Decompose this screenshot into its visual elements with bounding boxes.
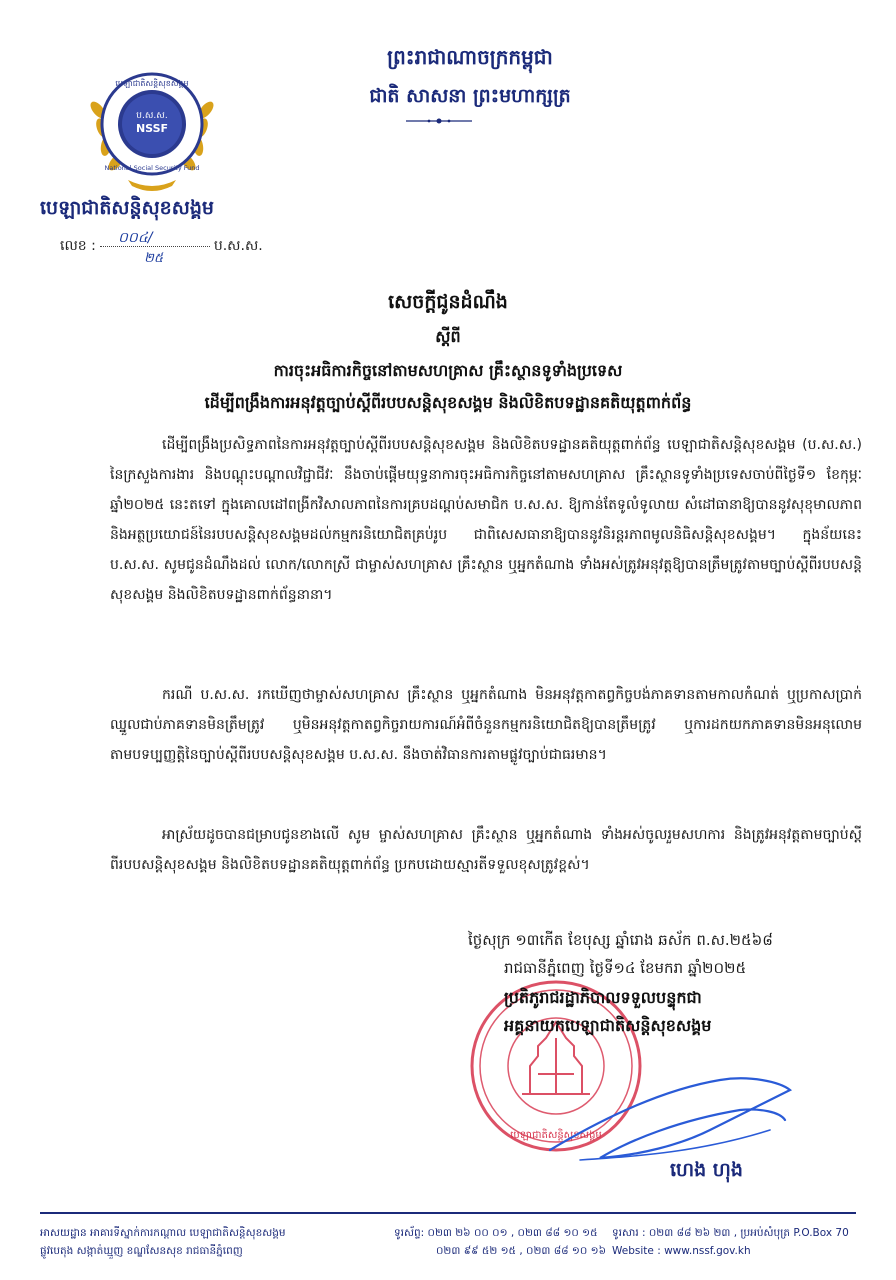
footer-website: Website : www.nssf.gov.kh [612, 1245, 751, 1257]
body-paragraph-2: ករណី ប.ស.ស. រកឃើញថាម្ចាស់សហគ្រាស គ្រឹះស្ថាន ឬអ្នកតំណាង មិនអនុវត្តកាតព្វកិច្ចបង់ភាគទានតាមកាលកំណត់ ឬប្រកាសប្រាក់ឈ្នួលជាប់ភាគទានមិនត្រឹមត្រូវ ឬមិនអនុវត្តកាតព្វកិច្ចរាយការណ៍អំពីចំនួនកម្មករនិយោជិតឱ្យបានត្រឹមត្រូវ ឬការដកយកភាគទានមិនអនុលោមតាមបទប្បញ្ញត្តិនៃច្បាប់ស្តីពីរបបសន្តិសុខសង្គម ប.ស.ស. នឹងចាត់វិធានការតាមផ្លូវច្បាប់ជាធរមាន។ [110, 687, 862, 763]
agency-name: បេឡាជាតិសន្តិសុខសង្គម [40, 197, 214, 219]
reference-number: ០០៤/ [118, 230, 153, 246]
footer-phones: ទូរស័ព្ទ: ០២៣ ២៦ ០០ ០១ , ០២៣ ៨៨ ១០ ១៥ ០២៣ ៩៩ ៥២ ១៥ , ០២៣ ៨៨ ១០ ១៦ [394, 1227, 607, 1257]
footer-fax-web: ទូរសារ : ០២៣ ៨៨ ២៦ ២៣ , ប្រអប់សំបុត្រ P.O.Box 70 Website : www.nssf.gov.kh [612, 1224, 849, 1260]
subject-line-2: ដើម្បីពង្រឹងការអនុវត្តច្បាប់ស្តីពីរបបសន្តិសុខសង្គម និងលិខិតបទដ្ឋានគតិយុត្តពាក់ព័ន្ធ [204, 393, 692, 412]
notice-title-block [40, 290, 856, 416]
footer-address: អាសយដ្ឋាន អាគារទីស្នាក់ការកណ្តាល បេឡាជាតិសន្តិសុខសង្គម ផ្លូវបេតុង សង្កាត់ឃ្មួញ ខណ្ឌសែនសុខ រាជធានីភ្នំពេញ [40, 1227, 286, 1257]
lunar-date: ថ្ងៃសុក្រ ១៣កើត ខែបុស្ស ឆ្នាំរោង ឆស័ក ព.ស.២៥៦៨ [468, 931, 773, 949]
body-paragraph-1: ដើម្បីពង្រឹងប្រសិទ្ធភាពនៃការអនុវត្តច្បាប់ស្តីពីរបបសន្តិសុខសង្គម និងលិខិតបទដ្ឋានគតិយុត្តពាក់ព័ន្ធ បេឡាជាតិសន្តិសុខសង្គម (ប.ស.ស.) នៃក្រសួងការងារ និងបណ្តុះបណ្តាលវិជ្ជាជីវៈ នឹងចាប់ផ្តើមយុទ្ធនាការចុះអធិការកិច្ចនៅតាមសហគ្រាស គ្រឹះស្ថានទូទាំងប្រទេសចាប់ពីថ្ងៃទី១ ខែកុម្ភៈ ឆ្នាំ២០២៥ នេះតទៅ ក្នុងគោលដៅពង្រីកវិសាលភាពនៃការគ្របដណ្តប់សមាជិក ប.ស.ស. ឱ្យកាន់តែទូលំទូលាយ សំដៅធានាឱ្យបាននូវសុខុមាលភាព និងអត្ថប្រយោជន៍នៃរបបសន្តិសុខសង្គមដល់កម្មករនិយោជិតគ្រប់រូប ជាពិសេសធានាឱ្យបាននូវនិរន្តរភាពមូលនិធិសន្តិសុខសង្គម។ ក្នុងន័យនេះ ប.ស.ស. សូមជូនដំណឹងដល់ លោក/លោកស្រី ជាម្ចាស់សហគ្រាស គ្រឹះស្ថាន ឬអ្នកតំណាង ទាំងអស់ត្រូវអនុវត្តឱ្យបានត្រឹមត្រូវតាមច្បាប់ស្តីពីរបបសន្តិសុខសង្គម និងលិខិតបទដ្ឋានពាក់ព័ន្ធនានា។ [110, 437, 862, 603]
signatory-name: ហេង ហុង [670, 1159, 743, 1181]
subject-line-1: ការចុះអធិការកិច្ចនៅតាមសហគ្រាស គ្រឹះស្ថានទូទាំងប្រទេស [273, 361, 623, 380]
reference-suffix: ប.ស.ស. [213, 238, 263, 254]
logo-inner-abbr: ប.ស.ស. [136, 111, 168, 121]
reference-label: លេខ : [60, 238, 96, 254]
subject-label: ស្តីពី [435, 327, 461, 346]
handwritten-signature-icon [540, 1060, 800, 1170]
signatory-title-line-1: ប្រតិភូរាជរដ្ឋាភិបាលទទួលបន្ទុកជា [504, 988, 702, 1007]
reference-year: ២៥ [144, 251, 164, 266]
body-paragraph-3: អាស្រ័យដូចបានជម្រាបជូនខាងលើ សូម ម្ចាស់សហគ្រាស គ្រឹះស្ថាន ឬអ្នកតំណាង ទាំងអស់ចូលរួមសហការ និងត្រូវអនុវត្តតាមច្បាប់ស្តីពីរបបសន្តិសុខសង្គម និងលិខិតបទដ្ឋានគតិយុត្តពាក់ព័ន្ធ ប្រកបដោយស្មារតីទទួលខុសត្រូវខ្ពស់។ [110, 827, 862, 873]
signatory-title [504, 984, 844, 1040]
logo-ring-text: National Social Security Fund [104, 164, 200, 172]
logo-inner-en: NSSF [135, 122, 169, 135]
signatory-title-line-2: អគ្គនាយកបេឡាជាតិសន្តិសុខសង្គម [504, 1016, 712, 1035]
logo-top-text: បេឡាជាតិសន្តិសុខសង្គម [115, 79, 189, 88]
reference-dots [100, 246, 210, 247]
solar-date: រាជធានីភ្នំពេញ ថ្ងៃទី១៤ ខែមករា ឆ្នាំ២០២៥ [504, 959, 747, 977]
footer-divider [40, 1212, 856, 1214]
notice-heading: សេចក្តីជូនដំណឹង [388, 291, 508, 313]
kingdom-heading: ព្រះរាជាណាចក្រកម្ពុជា [387, 45, 553, 69]
seal-text: បេឡាជាតិសន្តិសុខសង្គម [510, 1130, 602, 1141]
nssf-logo-icon [88, 58, 216, 198]
national-motto: ជាតិ សាសនា ព្រះមហាក្សត្រ [369, 85, 571, 107]
ornament-divider-icon [404, 116, 474, 126]
date-block [468, 926, 858, 982]
